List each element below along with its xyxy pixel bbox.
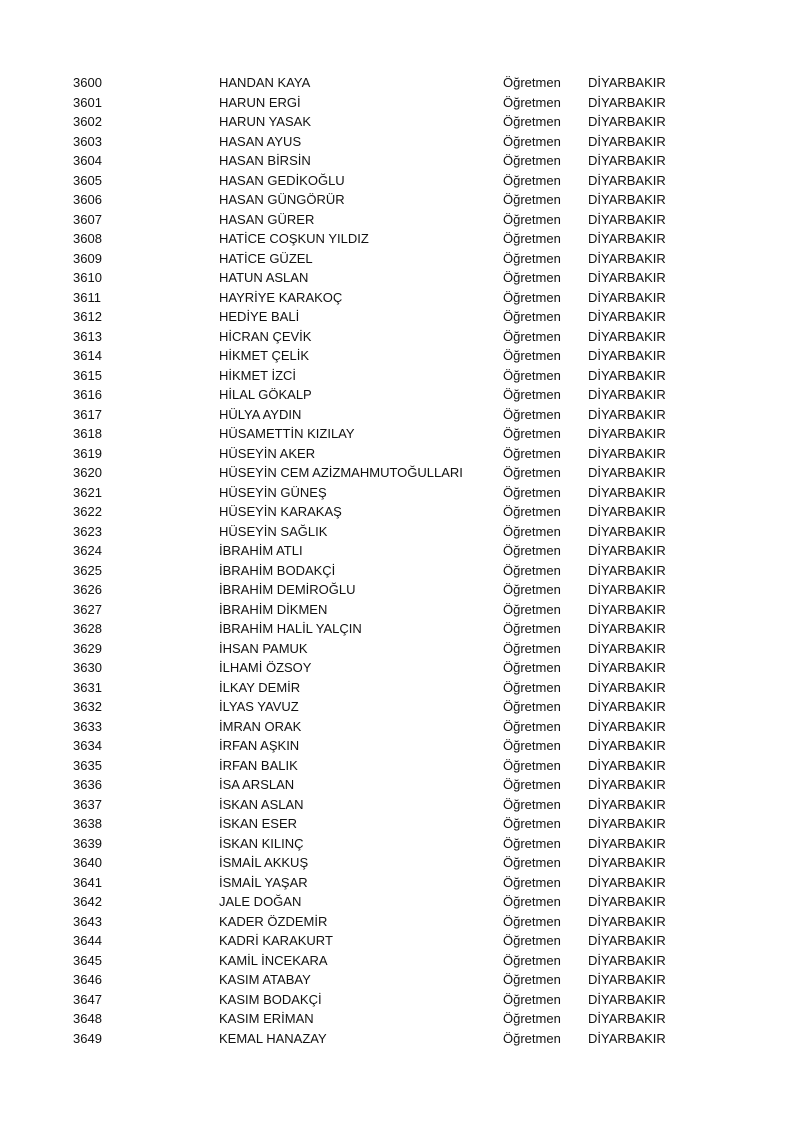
row-role: Öğretmen [503, 465, 561, 480]
row-city: DİYARBAKIR [588, 250, 666, 266]
table-row [0, 502, 800, 522]
row-name: HÜSEYİN SAĞLIK [219, 523, 328, 539]
row-role: Öğretmen [503, 328, 561, 344]
row-city: DİYARBAKIR [588, 621, 666, 636]
table-row [0, 93, 800, 113]
row-city: DİYARBAKIR [588, 952, 666, 968]
row-name: KASIM BODAKÇİ [219, 991, 322, 1007]
row-role: Öğretmen [503, 777, 561, 792]
row-role: Öğretmen [503, 75, 561, 90]
row-name: HÜSAMETTİN KIZILAY [219, 426, 355, 441]
row-role: Öğretmen [503, 114, 561, 129]
row-city: DİYARBAKIR [588, 679, 666, 695]
row-city: DİYARBAKIR [588, 1030, 666, 1046]
row-role: Öğretmen [503, 952, 561, 968]
row-number: 3617 [73, 406, 102, 422]
table-row [0, 307, 800, 327]
row-city: DİYARBAKIR [588, 367, 666, 383]
row-role: Öğretmen [503, 562, 561, 578]
row-city: DİYARBAKIR [588, 699, 666, 714]
row-city: DİYARBAKIR [588, 933, 666, 948]
row-number: 3629 [73, 640, 102, 656]
row-number: 3619 [73, 445, 102, 461]
row-city: DİYARBAKIR [588, 991, 666, 1007]
row-role: Öğretmen [503, 426, 561, 441]
table-row [0, 697, 800, 717]
row-name: İSMAİL YAŞAR [219, 874, 308, 890]
row-city: DİYARBAKIR [588, 192, 666, 207]
table-row [0, 756, 800, 776]
row-name: HİKMET İZCİ [219, 367, 297, 383]
row-name: HARUN YASAK [219, 114, 311, 129]
row-role: Öğretmen [503, 874, 561, 890]
row-role: Öğretmen [503, 660, 561, 675]
row-city: DİYARBAKIR [588, 75, 666, 90]
table-row [0, 151, 800, 171]
row-number: 3642 [73, 894, 102, 909]
row-number: 3635 [73, 757, 102, 773]
row-role: Öğretmen [503, 757, 561, 773]
row-number: 3645 [73, 952, 102, 968]
table-row [0, 931, 800, 951]
table-row [0, 463, 800, 483]
row-number: 3616 [73, 387, 102, 402]
row-role: Öğretmen [503, 270, 561, 285]
personnel-list [0, 73, 800, 1048]
row-city: DİYARBAKIR [588, 640, 666, 656]
row-name: HATUN ASLAN [219, 270, 309, 285]
row-role: Öğretmen [503, 172, 561, 188]
table-row [0, 814, 800, 834]
row-city: DİYARBAKIR [588, 777, 666, 792]
row-role: Öğretmen [503, 1011, 561, 1026]
row-city: DİYARBAKIR [588, 270, 666, 285]
row-name: İBRAHİM HALİL YALÇIN [219, 621, 362, 636]
table-row [0, 190, 800, 210]
row-city: DİYARBAKIR [588, 289, 666, 305]
row-number: 3603 [73, 133, 102, 149]
row-name: HARUN ERGİ [219, 94, 301, 110]
table-row [0, 405, 800, 425]
row-name: HAYRİYE KARAKOÇ [219, 289, 343, 305]
row-number: 3622 [73, 504, 102, 519]
row-name: HASAN GEDİKOĞLU [219, 172, 345, 188]
row-role: Öğretmen [503, 718, 561, 734]
row-number: 3646 [73, 972, 102, 987]
row-name: HASAN BİRSİN [219, 153, 311, 168]
row-city: DİYARBAKIR [588, 504, 666, 519]
table-row [0, 580, 800, 600]
row-name: HÜSEYİN AKER [219, 445, 316, 461]
row-role: Öğretmen [503, 972, 561, 987]
row-role: Öğretmen [503, 406, 561, 422]
row-role: Öğretmen [503, 679, 561, 695]
row-number: 3632 [73, 699, 102, 714]
table-row [0, 229, 800, 249]
row-name: HİLAL GÖKALP [219, 387, 312, 402]
table-row [0, 561, 800, 581]
row-city: DİYARBAKIR [588, 231, 666, 246]
row-role: Öğretmen [503, 855, 561, 870]
row-name: İSA ARSLAN [219, 777, 295, 792]
row-name: İSMAİL AKKUŞ [219, 855, 309, 870]
table-row [0, 483, 800, 503]
row-name: KASIM ERİMAN [219, 1011, 314, 1026]
row-role: Öğretmen [503, 153, 561, 168]
row-name: KASIM ATABAY [219, 972, 311, 987]
row-city: DİYARBAKIR [588, 757, 666, 773]
row-role: Öğretmen [503, 192, 561, 207]
table-row [0, 678, 800, 698]
row-role: Öğretmen [503, 933, 561, 948]
row-city: DİYARBAKIR [588, 523, 666, 539]
row-name: İBRAHİM BODAKÇİ [219, 562, 336, 578]
row-city: DİYARBAKIR [588, 406, 666, 422]
row-city: DİYARBAKIR [588, 835, 666, 851]
row-city: DİYARBAKIR [588, 543, 666, 558]
row-number: 3639 [73, 835, 102, 851]
row-city: DİYARBAKIR [588, 465, 666, 480]
row-name: İSKAN ESER [219, 816, 298, 831]
row-name: İLHAMİ ÖZSOY [219, 660, 312, 675]
row-city: DİYARBAKIR [588, 796, 666, 812]
row-name: HATİCE GÜZEL [219, 250, 313, 266]
row-number: 3613 [73, 328, 102, 344]
row-name: HİCRAN ÇEVİK [219, 328, 312, 344]
row-role: Öğretmen [503, 835, 561, 851]
row-city: DİYARBAKIR [588, 309, 666, 324]
row-name: İLKAY DEMİR [219, 679, 301, 695]
row-name: İHSAN PAMUK [219, 640, 308, 656]
row-role: Öğretmen [503, 621, 561, 636]
table-row [0, 795, 800, 815]
row-name: KEMAL HANAZAY [219, 1030, 327, 1046]
row-number: 3618 [73, 426, 102, 441]
row-number: 3630 [73, 660, 102, 675]
row-name: İBRAHİM DEMİROĞLU [219, 582, 356, 597]
table-row [0, 951, 800, 971]
table-row [0, 775, 800, 795]
row-number: 3620 [73, 465, 102, 480]
row-city: DİYARBAKIR [588, 426, 666, 441]
row-city: DİYARBAKIR [588, 874, 666, 890]
row-city: DİYARBAKIR [588, 94, 666, 110]
row-number: 3627 [73, 601, 102, 617]
row-number: 3643 [73, 913, 102, 929]
row-city: DİYARBAKIR [588, 972, 666, 987]
row-role: Öğretmen [503, 1030, 561, 1046]
row-city: DİYARBAKIR [588, 114, 666, 129]
row-role: Öğretmen [503, 133, 561, 149]
row-role: Öğretmen [503, 738, 561, 753]
table-row [0, 970, 800, 990]
row-role: Öğretmen [503, 640, 561, 656]
row-number: 3637 [73, 796, 102, 812]
row-number: 3634 [73, 738, 102, 753]
row-name: HASAN AYUS [219, 133, 302, 149]
row-number: 3638 [73, 816, 102, 831]
row-number: 3608 [73, 231, 102, 246]
table-row [0, 1009, 800, 1029]
row-name: HANDAN KAYA [219, 75, 311, 90]
row-number: 3649 [73, 1030, 102, 1046]
row-number: 3624 [73, 543, 102, 558]
table-row [0, 639, 800, 659]
row-city: DİYARBAKIR [588, 172, 666, 188]
row-city: DİYARBAKIR [588, 562, 666, 578]
row-city: DİYARBAKIR [588, 855, 666, 870]
row-number: 3600 [73, 75, 102, 90]
table-row [0, 444, 800, 464]
row-city: DİYARBAKIR [588, 387, 666, 402]
row-city: DİYARBAKIR [588, 660, 666, 675]
row-city: DİYARBAKIR [588, 445, 666, 461]
row-number: 3631 [73, 679, 102, 695]
row-role: Öğretmen [503, 250, 561, 266]
row-name: HÜSEYİN KARAKAŞ [219, 504, 342, 519]
table-row [0, 912, 800, 932]
row-number: 3644 [73, 933, 102, 948]
row-name: HİKMET ÇELİK [219, 348, 310, 363]
table-row [0, 171, 800, 191]
row-role: Öğretmen [503, 504, 561, 519]
row-number: 3609 [73, 250, 102, 266]
row-name: İMRAN ORAK [219, 718, 302, 734]
row-city: DİYARBAKIR [588, 484, 666, 500]
row-name: İRFAN BALIK [219, 757, 298, 773]
row-role: Öğretmen [503, 699, 561, 714]
row-name: İBRAHİM DİKMEN [219, 601, 328, 617]
row-name: İLYAS YAVUZ [219, 699, 299, 714]
row-city: DİYARBAKIR [588, 211, 666, 227]
table-row [0, 658, 800, 678]
row-number: 3604 [73, 153, 102, 168]
row-number: 3612 [73, 309, 102, 324]
table-row [0, 717, 800, 737]
table-row [0, 736, 800, 756]
table-row [0, 424, 800, 444]
row-role: Öğretmen [503, 94, 561, 110]
row-role: Öğretmen [503, 913, 561, 929]
row-name: İSKAN ASLAN [219, 796, 304, 812]
row-name: KAMİL İNCEKARA [219, 952, 328, 968]
row-role: Öğretmen [503, 211, 561, 227]
row-role: Öğretmen [503, 484, 561, 500]
row-name: KADER ÖZDEMİR [219, 913, 328, 929]
table-row [0, 541, 800, 561]
row-role: Öğretmen [503, 367, 561, 383]
row-number: 3615 [73, 367, 102, 383]
row-name: HÜSEYİN CEM AZİZMAHMUTOĞULLARI [219, 465, 463, 480]
row-number: 3611 [73, 289, 101, 305]
table-row [0, 853, 800, 873]
row-number: 3633 [73, 718, 102, 734]
table-row [0, 366, 800, 386]
row-role: Öğretmen [503, 816, 561, 831]
table-row [0, 210, 800, 230]
row-name: İBRAHİM ATLI [219, 543, 303, 558]
row-number: 3607 [73, 211, 102, 227]
row-number: 3621 [73, 484, 102, 500]
row-number: 3628 [73, 621, 102, 636]
row-number: 3636 [73, 777, 102, 792]
row-role: Öğretmen [503, 309, 561, 324]
row-name: HASAN GÜRER [219, 211, 315, 227]
table-row [0, 346, 800, 366]
row-number: 3601 [73, 94, 102, 110]
row-role: Öğretmen [503, 796, 561, 812]
row-city: DİYARBAKIR [588, 133, 666, 149]
table-row [0, 385, 800, 405]
table-row [0, 112, 800, 132]
row-city: DİYARBAKIR [588, 894, 666, 909]
table-row [0, 73, 800, 93]
table-row [0, 600, 800, 620]
row-name: İRFAN AŞKIN [219, 738, 300, 753]
table-row [0, 892, 800, 912]
row-number: 3648 [73, 1011, 102, 1026]
row-role: Öğretmen [503, 289, 561, 305]
row-role: Öğretmen [503, 543, 561, 558]
table-row [0, 327, 800, 347]
row-number: 3640 [73, 855, 102, 870]
row-role: Öğretmen [503, 387, 561, 402]
table-row [0, 268, 800, 288]
row-name: HÜSEYİN GÜNEŞ [219, 484, 327, 500]
row-number: 3610 [73, 270, 102, 285]
row-name: HATİCE COŞKUN YILDIZ [219, 231, 369, 246]
table-row [0, 132, 800, 152]
row-city: DİYARBAKIR [588, 1011, 666, 1026]
row-city: DİYARBAKIR [588, 348, 666, 363]
row-name: HÜLYA AYDIN [219, 406, 302, 422]
row-city: DİYARBAKIR [588, 153, 666, 168]
row-number: 3614 [73, 348, 102, 363]
row-name: HASAN GÜNGÖRÜR [219, 192, 345, 207]
row-name: HEDİYE BALİ [219, 309, 300, 324]
row-city: DİYARBAKIR [588, 601, 666, 617]
row-city: DİYARBAKIR [588, 738, 666, 753]
row-number: 3626 [73, 582, 102, 597]
row-role: Öğretmen [503, 523, 561, 539]
row-number: 3605 [73, 172, 102, 188]
row-number: 3623 [73, 523, 102, 539]
table-row [0, 619, 800, 639]
table-row [0, 249, 800, 269]
row-city: DİYARBAKIR [588, 582, 666, 597]
table-row [0, 288, 800, 308]
row-city: DİYARBAKIR [588, 718, 666, 734]
row-number: 3647 [73, 991, 102, 1007]
row-name: JALE DOĞAN [219, 894, 302, 909]
table-row [0, 990, 800, 1010]
row-role: Öğretmen [503, 894, 561, 909]
row-city: DİYARBAKIR [588, 913, 666, 929]
row-name: İSKAN KILINÇ [219, 835, 304, 851]
row-city: DİYARBAKIR [588, 328, 666, 344]
row-name: KADRİ KARAKURT [219, 933, 333, 948]
row-role: Öğretmen [503, 601, 561, 617]
table-row [0, 522, 800, 542]
table-row [0, 1029, 800, 1049]
row-role: Öğretmen [503, 348, 561, 363]
row-role: Öğretmen [503, 991, 561, 1007]
table-row [0, 834, 800, 854]
row-role: Öğretmen [503, 231, 561, 246]
row-number: 3606 [73, 192, 102, 207]
row-city: DİYARBAKIR [588, 816, 666, 831]
row-role: Öğretmen [503, 582, 561, 597]
row-number: 3625 [73, 562, 102, 578]
row-number: 3641 [73, 874, 102, 890]
row-number: 3602 [73, 114, 102, 129]
row-role: Öğretmen [503, 445, 561, 461]
table-row [0, 873, 800, 893]
